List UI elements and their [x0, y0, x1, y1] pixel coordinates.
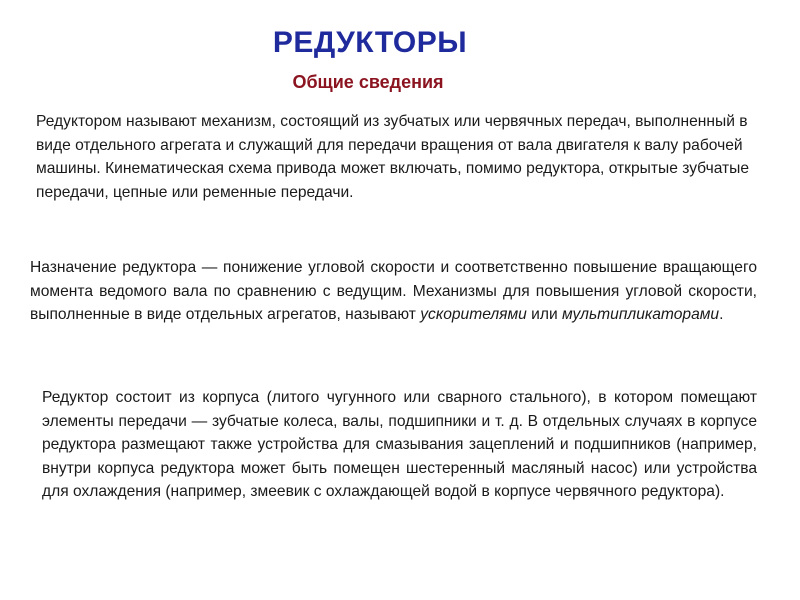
paragraph-purpose: [30, 256, 757, 327]
paragraph-definition: Редуктором называют механизм, состоящий из зубчатых или червячных передач, выполненный в виде отдельного агрегата и служащий для передачи вращения от вала двигателя к валу рабочей машины. Кинематическая схема привода может включать, помимо редуктора, открытые зубчатые передачи, цепные или ременные передачи.: [36, 113, 750, 201]
slide-subtitle: Общие сведения: [292, 72, 444, 92]
paragraph-purpose-connector: или: [526, 306, 563, 323]
slide-title: РЕДУКТОРЫ: [272, 26, 468, 59]
paragraph-structure: Редуктор состоит из корпуса (литого чугунного или сварного стального), в котором помещают элементы передачи — зубчатые колеса, валы, подшипники и т. д. В отдельных случаях в корпусе редуктора размещают также устройства для смазывания зацеплений и подшипников (например, внутри корпуса редуктора может быть помещен шестеренный масляный насос) или устройства для охлаждения (например, змеевик с охлаждающей водой в корпусе червячного редуктора).: [42, 389, 757, 500]
term-accelerators: ускорителями: [420, 306, 527, 323]
term-multipliers: мультипликаторами: [562, 306, 720, 323]
paragraph-purpose-text: Назначение редуктора — понижение угловой скорости и соответственно повышение вращающего момента ведомого вала по сравнению с ведущим. Механизмы для повышения угловой скорости, выполненные в виде отдельных агрегатов, называют: [30, 259, 757, 323]
paragraph-purpose-end: .: [719, 306, 724, 323]
